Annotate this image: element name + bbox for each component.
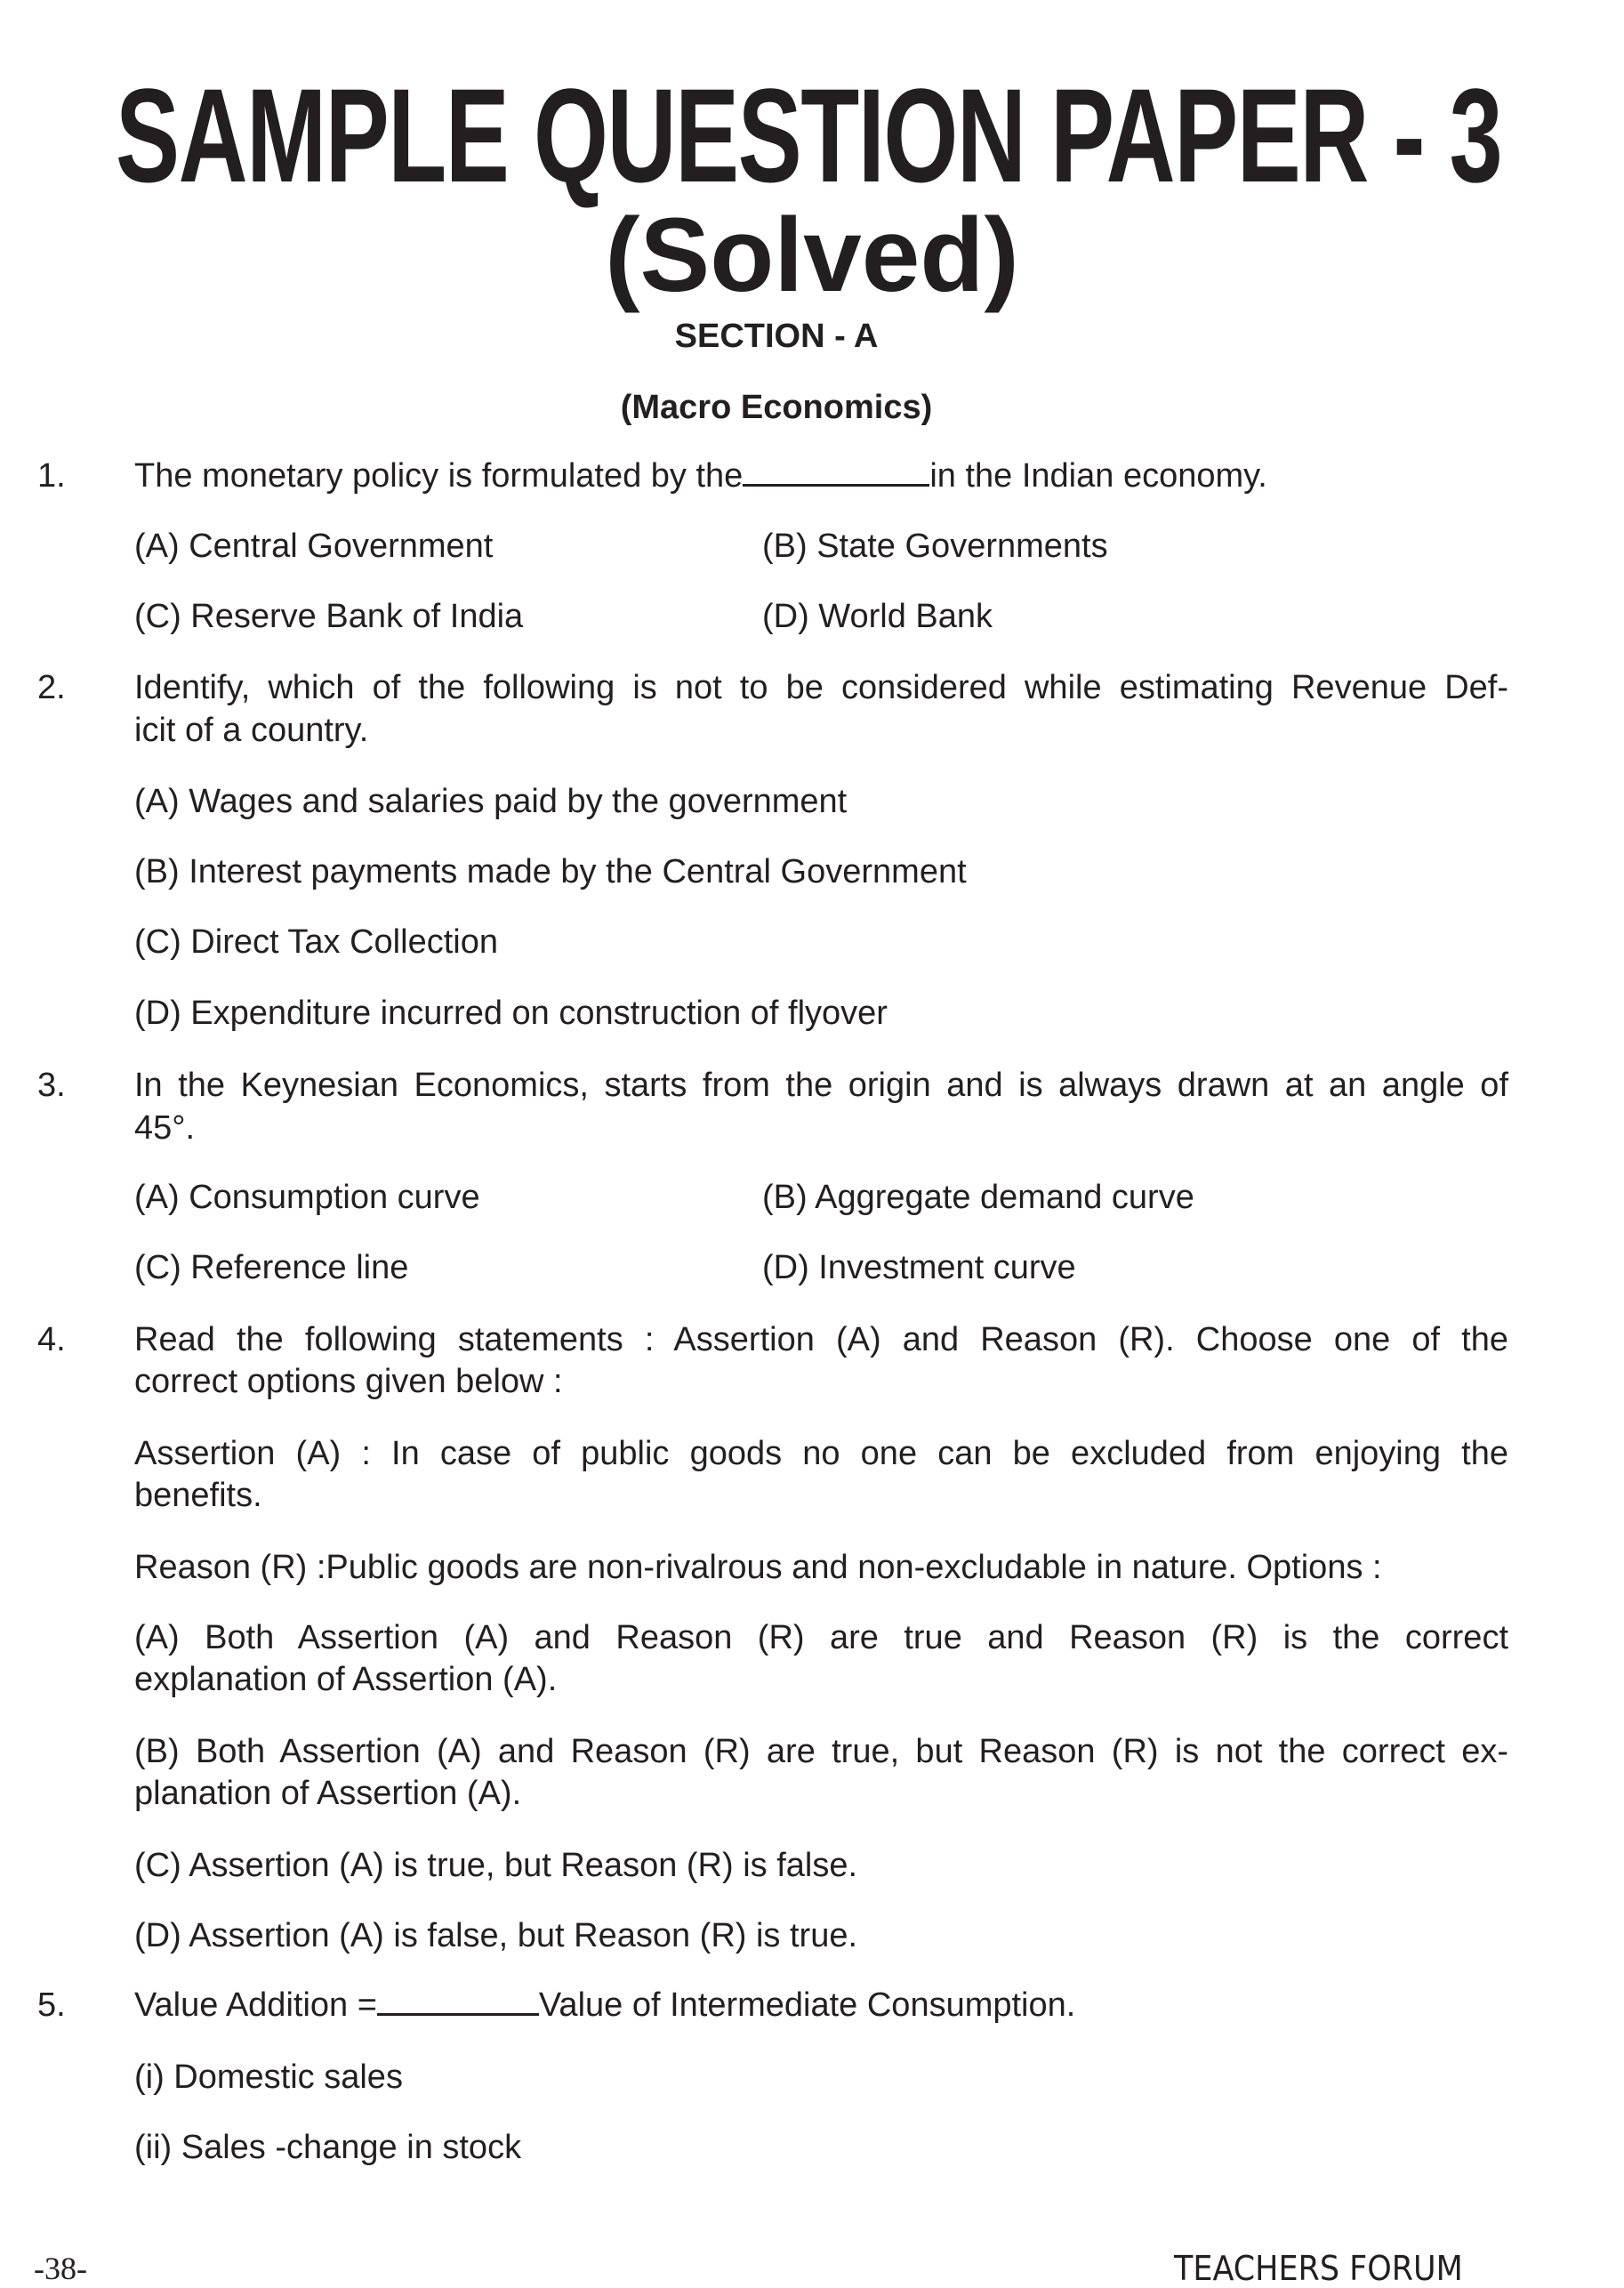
question-number: 5. <box>37 1986 66 2024</box>
option-ii: (ii) Sales -change in stock <box>134 2129 522 2166</box>
paper-title: SAMPLE QUESTION PAPER - 3 <box>116 60 1502 210</box>
assertion-line2: benefits. <box>134 1477 262 1514</box>
option-d: (D) World Bank <box>762 598 993 635</box>
option-b-line2: planation of Assertion (A). <box>134 1775 522 1812</box>
reason-statement: Reason (R) :Public goods are non-rivalrous and non-excludable in nature. Options : <box>134 1549 1382 1586</box>
option-a-line1: (A) Both Assertion (A) and Reason (R) are true and Reason (R) is the correct <box>134 1619 1508 1656</box>
question-text-line1: In the Keynesian Economics, starts from the origin and is always drawn at an angle of <box>134 1067 1508 1104</box>
option-b-line1: (B) Both Assertion (A) and Reason (R) are true, but Reason (R) is not the correct ex- <box>134 1733 1508 1770</box>
option-c: (C) Direct Tax Collection <box>134 923 498 961</box>
question-text-line2: 45°. <box>134 1109 196 1147</box>
option-c: (C) Assertion (A) is true, but Reason (R) is false. <box>134 1847 858 1884</box>
question-text-line1: Read the following statements : Assertion (A) and Reason (R). Choose one of the <box>134 1321 1508 1358</box>
question-text-line2: correct options given below : <box>134 1363 563 1400</box>
option-b: (B) Interest payments made by the Central Government <box>134 853 967 890</box>
question-number: 1. <box>37 457 66 495</box>
fill-in-blank <box>743 457 929 487</box>
subject-heading: (Macro Economics) <box>620 389 933 426</box>
assertion-line1: Assertion (A) : In case of public goods no one can be excluded from enjoying the <box>134 1435 1508 1472</box>
question-number: 3. <box>37 1067 66 1104</box>
option-d: (D) Assertion (A) is false, but Reason (R) is true. <box>134 1917 858 1954</box>
option-a-line2: explanation of Assertion (A). <box>134 1661 558 1698</box>
question-number: 2. <box>37 669 66 706</box>
option-d: (D) Investment curve <box>762 1249 1076 1286</box>
option-a: (A) Consumption curve <box>134 1179 480 1216</box>
question-text-line2: icit of a country. <box>134 712 369 749</box>
option-d: (D) Expenditure incurred on construction of flyover <box>134 995 888 1032</box>
question-text-before-blank: The monetary policy is formulated by the <box>134 457 744 495</box>
question-text-line1: Identify, which of the following is not to be considered while estimating Revenue Def- <box>134 669 1508 706</box>
question-number: 4. <box>37 1321 66 1358</box>
option-i: (i) Domestic sales <box>134 2058 403 2096</box>
publisher-name: TEACHERS FORUM <box>1174 2249 1463 2288</box>
question-text-after-blank: in the Indian economy. <box>929 457 1267 495</box>
option-c: (C) Reserve Bank of India <box>134 598 524 635</box>
option-a: (A) Central Government <box>134 528 494 565</box>
question-text-before-blank: Value Addition = <box>134 1986 377 2024</box>
page-number: -38- <box>34 2251 87 2286</box>
section-heading: SECTION - A <box>674 318 879 355</box>
question-text-after-blank: Value of Intermediate Consumption. <box>538 1986 1076 2024</box>
option-c: (C) Reference line <box>134 1249 409 1286</box>
option-b: (B) State Governments <box>762 528 1108 565</box>
option-a: (A) Wages and salaries paid by the government <box>134 783 848 820</box>
question-text <box>134 456 1267 495</box>
question-text <box>134 1986 1075 2025</box>
option-b: (B) Aggregate demand curve <box>762 1179 1194 1216</box>
fill-in-blank <box>377 1986 539 2016</box>
paper-subtitle: (Solved) <box>605 197 1019 314</box>
